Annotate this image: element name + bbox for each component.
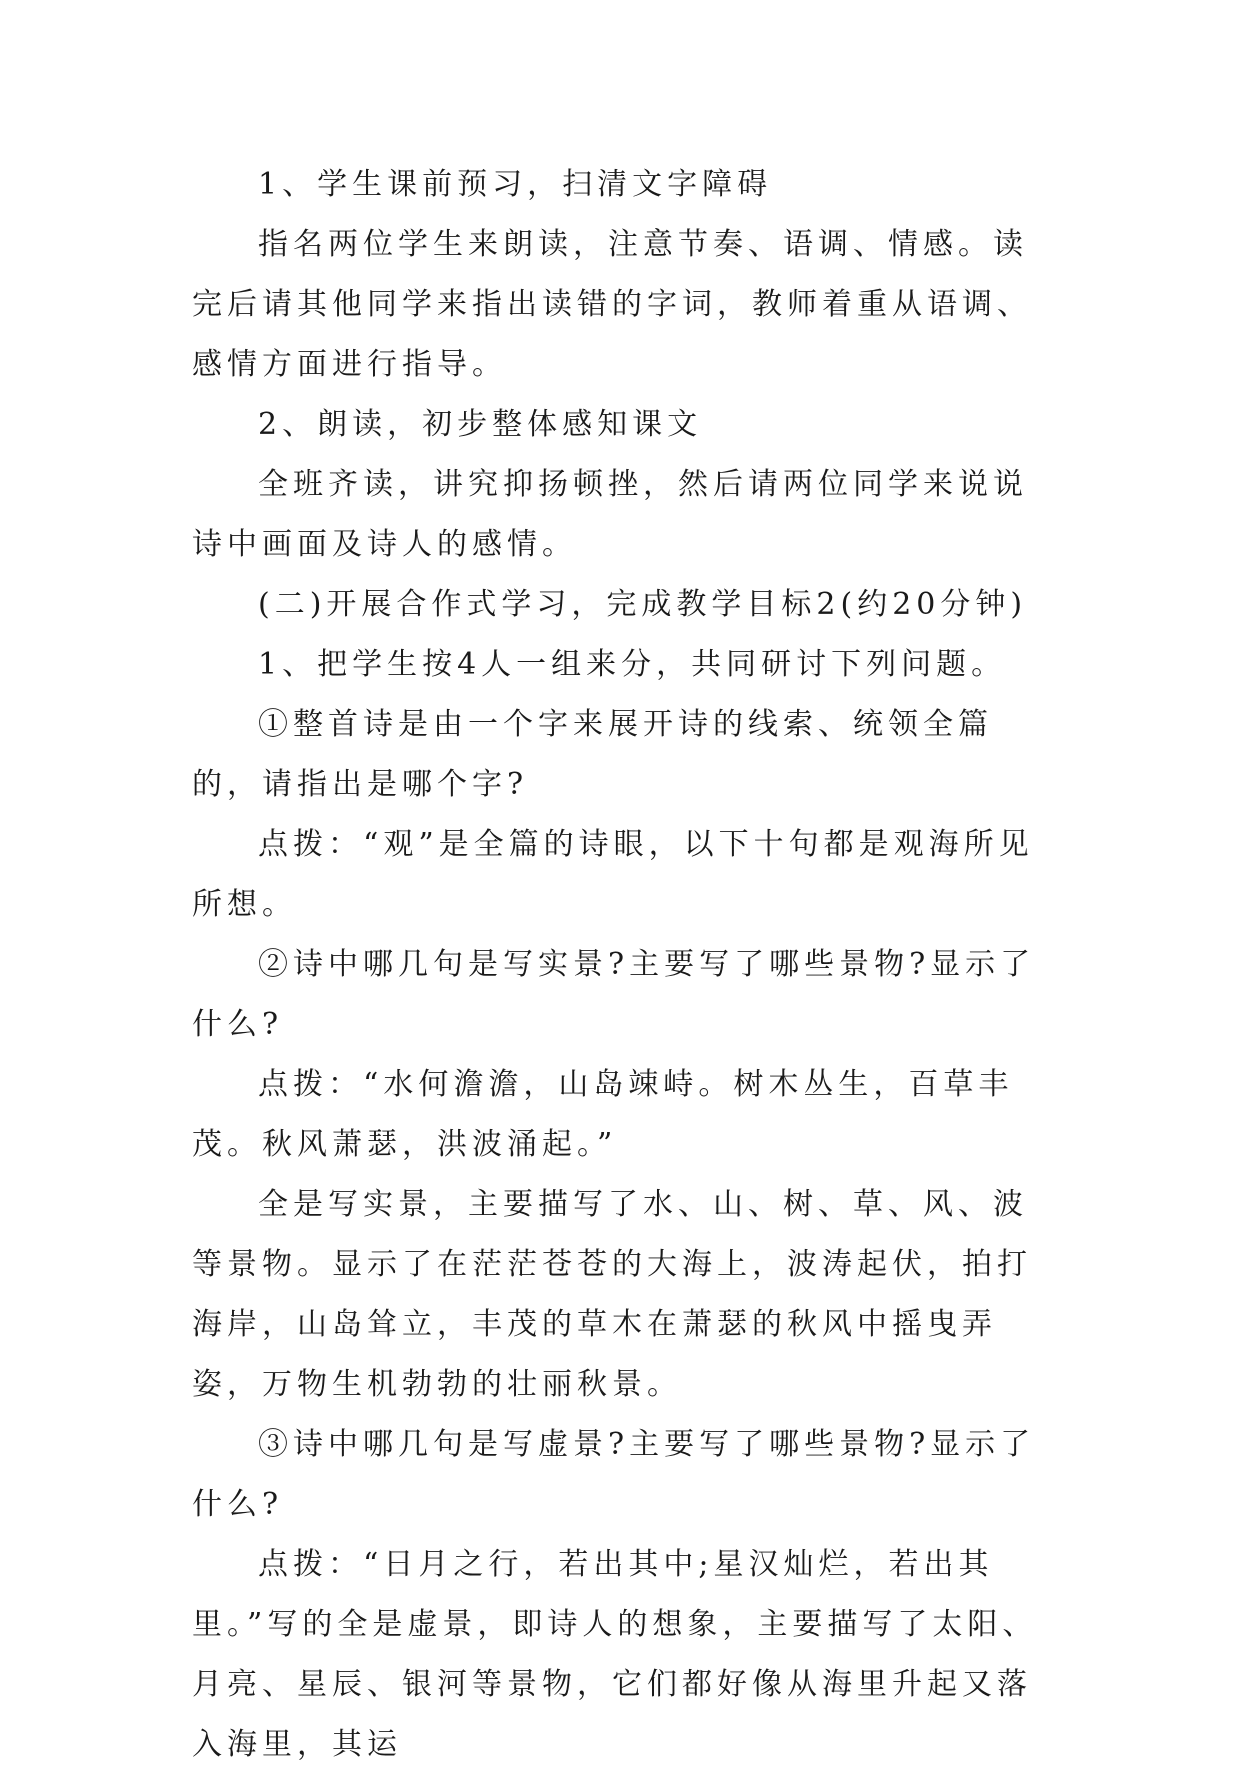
paragraph-question-1: ①整首诗是由一个字来展开诗的线索、统领全篇的，请指出是哪个字? — [192, 707, 993, 802]
paragraph-real-scene-explanation: 全是写实景，主要描写了水、山、树、草、风、波等景物。显示了在茫茫苍苍的大海上，波涛起伏，拍打海岸，山岛耸立，丰茂的草木在萧瑟的秋风中摇曳弄姿，万物生机勃勃的壮丽秋景。 — [192, 1187, 1032, 1402]
paragraph-class-reading: 全班齐读，讲究抑扬顿挫，然后请两位同学来说说诗中画面及诗人的感情。 — [192, 467, 1028, 562]
paragraph-reading-heading: 2、朗读，初步整体感知课文 — [258, 407, 703, 442]
paragraph-hint-1: 点拨：“观”是全篇的诗眼，以下十句都是观海所见所想。 — [192, 827, 1034, 922]
paragraph-preview-heading: 1、学生课前预习，扫清文字障碍 — [258, 167, 773, 202]
paragraph-group-discussion: 1、把学生按4人一组来分，共同研讨下列问题。 — [258, 647, 1007, 682]
paragraph-section-heading: (二)开展合作式学习，完成教学目标2(约20分钟) — [258, 587, 1028, 622]
paragraph-reading-guidance: 指名两位学生来朗读，注意节奏、语调、情感。读完后请其他同学来指出读错的字词，教师着重从语调、感情方面进行指导。 — [192, 227, 1032, 382]
paragraph-hint-3: 点拨：“日月之行，若出其中;星汉灿烂，若出其里。”写的全是虚景，即诗人的想象，主要描写了太阳、月亮、星辰、银河等景物，它们都好像从海里升起又落入海里，其运 — [192, 1547, 1038, 1762]
document-body — [192, 155, 1058, 1775]
paragraph-hint-2: 点拨：“水何澹澹，山岛竦峙。树木丛生，百草丰茂。秋风萧瑟，洪波涌起。” — [192, 1067, 1014, 1162]
paragraph-question-2: ②诗中哪几句是写实景?主要写了哪些景物?显示了什么? — [192, 947, 1036, 1042]
paragraph-question-3: ③诗中哪几句是写虚景?主要写了哪些景物?显示了什么? — [192, 1427, 1036, 1522]
